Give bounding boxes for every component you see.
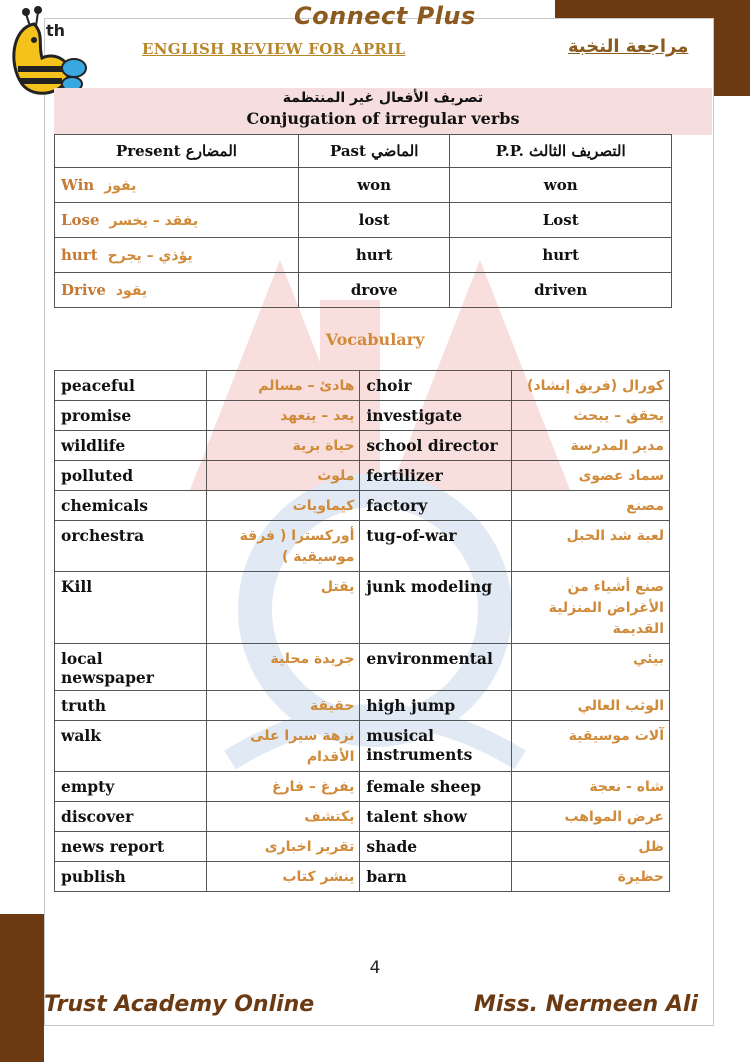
verb-english: hurt <box>61 246 98 264</box>
word-english: news report <box>55 832 207 862</box>
word-english: shade <box>360 832 512 862</box>
word-english: discover <box>55 802 207 832</box>
verb-arabic: يقود <box>115 283 148 299</box>
word-arabic: جريدة محلية <box>206 644 360 691</box>
header-title: Connect Plus <box>294 2 476 30</box>
table-row <box>55 491 670 521</box>
pp-cell: won <box>450 168 672 203</box>
logo-text: th <box>46 21 66 40</box>
word-arabic: يفرغ – فارغ <box>206 772 360 802</box>
word-arabic: حياة برية <box>206 431 360 461</box>
word-english: local newspaper <box>55 644 207 691</box>
word-english: musical instruments <box>360 721 512 772</box>
word-arabic: الوثب العالي <box>512 691 670 721</box>
word-arabic: ظل <box>512 832 670 862</box>
verb-english: Win <box>61 176 95 194</box>
page-number: 4 <box>369 958 381 978</box>
word-english: female sheep <box>360 772 512 802</box>
table-row <box>55 832 670 862</box>
word-english: wildlife <box>55 431 207 461</box>
table-header-row <box>55 135 672 168</box>
word-arabic: سماد عضوى <box>512 461 670 491</box>
word-english: choir <box>360 371 512 401</box>
word-english: talent show <box>360 802 512 832</box>
word-arabic: صنع أشياء من الأغراض المنزلية القديمة <box>512 572 670 644</box>
word-english: barn <box>360 862 512 892</box>
word-english: chemicals <box>55 491 207 521</box>
verb-arabic: يفقد – يخسر <box>109 213 199 229</box>
pp-cell: hurt <box>450 238 672 273</box>
word-arabic: شاه - نعجة <box>512 772 670 802</box>
word-english: walk <box>55 721 207 772</box>
word-arabic: آلات موسيقية <box>512 721 670 772</box>
present-cell <box>55 273 299 308</box>
word-arabic: يعد – يتعهد <box>206 401 360 431</box>
table-row <box>55 691 670 721</box>
word-arabic: ينشر كتاب <box>206 862 360 892</box>
word-arabic: حظيرة <box>512 862 670 892</box>
verb-arabic: يؤذي – يجرح <box>107 248 193 264</box>
conjugation-heading <box>54 88 712 135</box>
word-arabic: نزهة سيرا على الأقدام <box>206 721 360 772</box>
table-row <box>55 238 672 273</box>
word-arabic: بيئي <box>512 644 670 691</box>
table-row <box>55 273 672 308</box>
word-english: investigate <box>360 401 512 431</box>
word-arabic: مدير المدرسة <box>512 431 670 461</box>
table-row <box>55 862 670 892</box>
bee-logo-icon <box>4 4 90 100</box>
corner-decoration-bottom-left <box>0 914 44 1062</box>
table-row <box>55 203 672 238</box>
table-row <box>55 802 670 832</box>
word-arabic: يقتل <box>206 572 360 644</box>
column-header-pp: P.P. التصريف الثالث <box>450 135 672 168</box>
conjugation-table <box>54 134 672 308</box>
table-row <box>55 401 670 431</box>
word-english: factory <box>360 491 512 521</box>
past-cell: won <box>298 168 449 203</box>
word-arabic: ملوث <box>206 461 360 491</box>
table-row <box>55 521 670 572</box>
table-row <box>55 772 670 802</box>
footer-academy: Trust Academy Online <box>44 992 315 1017</box>
vocabulary-heading: Vocabulary <box>325 330 425 349</box>
word-english: truth <box>55 691 207 721</box>
word-arabic: هادئ – مسالم <box>206 371 360 401</box>
past-cell: drove <box>298 273 449 308</box>
word-english: junk modeling <box>360 572 512 644</box>
table-row <box>55 371 670 401</box>
word-english: school director <box>360 431 512 461</box>
page-subtitle: ENGLISH REVIEW FOR APRIL <box>142 40 406 58</box>
arabic-title: مراجعة النخبة <box>568 36 689 57</box>
word-english: empty <box>55 772 207 802</box>
present-cell <box>55 168 299 203</box>
past-cell: hurt <box>298 238 449 273</box>
pp-cell: Lost <box>450 203 672 238</box>
word-english: promise <box>55 401 207 431</box>
present-cell <box>55 238 299 273</box>
verb-english: Drive <box>61 281 106 299</box>
table-row <box>55 431 670 461</box>
word-english: orchestra <box>55 521 207 572</box>
word-arabic: لعبة شد الحبل <box>512 521 670 572</box>
word-arabic: كورال (فريق إنشاد) <box>512 371 670 401</box>
word-english: Kill <box>55 572 207 644</box>
table-row <box>55 644 670 691</box>
word-english: tug-of-war <box>360 521 512 572</box>
present-cell <box>55 203 299 238</box>
word-arabic: تقرير اخبارى <box>206 832 360 862</box>
pp-cell: driven <box>450 273 672 308</box>
word-english: fertilizer <box>360 461 512 491</box>
word-english: environmental <box>360 644 512 691</box>
word-english: publish <box>55 862 207 892</box>
past-cell: lost <box>298 203 449 238</box>
word-english: high jump <box>360 691 512 721</box>
vocabulary-table <box>54 370 670 892</box>
word-english: peaceful <box>55 371 207 401</box>
table-row <box>55 721 670 772</box>
word-arabic: مصنع <box>512 491 670 521</box>
footer-teacher: Miss. Nermeen Ali <box>473 992 698 1017</box>
verb-arabic: يفوز <box>104 178 137 194</box>
word-english: polluted <box>55 461 207 491</box>
table-row <box>55 168 672 203</box>
conjugation-heading-arabic: تصريف الأفعال غير المنتظمة <box>282 90 484 106</box>
word-arabic: يحقق – يبحث <box>512 401 670 431</box>
table-row <box>55 461 670 491</box>
column-header-present: Present المضارع <box>55 135 299 168</box>
word-arabic: يكتشف <box>206 802 360 832</box>
conjugation-heading-english: Conjugation of irregular verbs <box>246 109 520 128</box>
verb-english: Lose <box>61 211 100 229</box>
word-arabic: حقيقة <box>206 691 360 721</box>
column-header-past: Past الماضي <box>298 135 449 168</box>
word-arabic: عرض المواهب <box>512 802 670 832</box>
word-arabic: أوركسترا ( فرقة موسيقية ) <box>206 521 360 572</box>
word-arabic: كيماويات <box>206 491 360 521</box>
table-row <box>55 572 670 644</box>
